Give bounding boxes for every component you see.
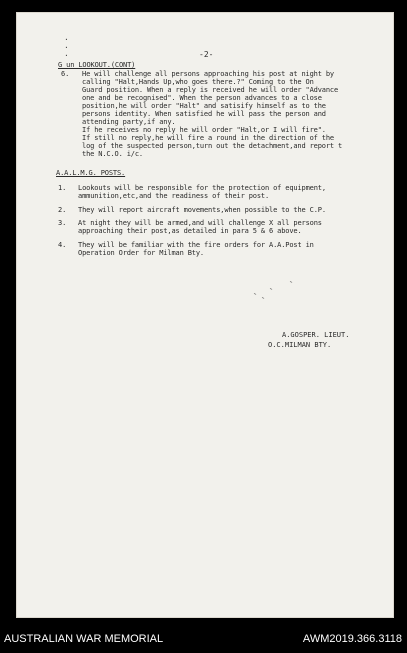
page-number: -2- xyxy=(199,50,214,59)
archive-footer xyxy=(0,627,407,653)
document-page xyxy=(16,12,394,618)
section-heading-gun-lookout: G un LOOKOUT.(CONT) xyxy=(58,61,136,69)
section1-paragraph xyxy=(82,70,342,158)
text-line: calling "Halt,Hands Up,who goes there.?" Coming to the On xyxy=(82,78,314,86)
item-number: 2. xyxy=(58,206,67,214)
list-item xyxy=(78,241,314,257)
punch-mark: · xyxy=(64,43,69,52)
text-line: They will be familiar with the fire orders for A.A.Post in xyxy=(78,241,314,249)
text-line: Lookouts will be responsible for the protection of equipment, xyxy=(78,184,326,192)
text-line: attending party,if any. xyxy=(82,118,176,126)
pencil-mark: ‵ xyxy=(259,295,271,308)
punch-mark: · xyxy=(64,35,69,44)
item-number: 4. xyxy=(58,241,67,249)
text-line: If still no reply,he will fire a round in the direction of the xyxy=(82,134,334,142)
pencil-mark: ‵ xyxy=(267,286,279,299)
punch-marks xyxy=(64,36,69,60)
text-line: persons identity. When satisfied he will pass the person and xyxy=(82,110,326,118)
pencil-mark: ‵ xyxy=(287,279,299,292)
text-line: At night they will be armed,and will challenge X all persons xyxy=(78,219,322,227)
list-item xyxy=(78,184,326,200)
text-line: He will challenge all persons approaching his post at night by xyxy=(82,70,334,78)
footer-institution: AUSTRALIAN WAR MEMORIAL xyxy=(4,633,164,645)
item-number: 1. xyxy=(58,184,67,192)
signature-block xyxy=(268,330,349,350)
text-line: approaching their post,as detailed in para 5 & 6 above. xyxy=(78,227,302,235)
text-line: log of the suspected person,turn out the detachment,and report t xyxy=(82,142,343,150)
signature-name: A.GOSPER. LIEUT. xyxy=(282,331,350,339)
footer-accession-number: AWM2019.366.3118 xyxy=(302,633,402,645)
text-line: Guard position. When a reply is received he will order "Advance xyxy=(82,86,339,94)
text-line: ammunition,etc,and the readiness of their post. xyxy=(78,192,270,200)
punch-mark: · xyxy=(64,51,69,60)
list-item xyxy=(78,219,322,235)
text-line: They will report aircraft movements,when possible to the C.P. xyxy=(78,206,326,214)
pencil-mark: ‵ xyxy=(251,291,263,304)
list-item xyxy=(78,206,326,214)
text-line: If he receives no reply he will order "Halt,or I will fire". xyxy=(82,126,326,134)
text-line: position,he will order "Halt" and satisify himself as to the xyxy=(82,102,326,110)
text-line: Operation Order for Milman Bty. xyxy=(78,249,204,257)
section-heading-aalmg-posts: A.A.L.M.G. POSTS. xyxy=(56,169,126,177)
item-number: 6. xyxy=(61,70,70,78)
text-line: one and be recognised". When the person advances to a close xyxy=(82,94,322,102)
text-line: the N.C.O. i/c. xyxy=(82,150,143,158)
item-number: 3. xyxy=(58,219,67,227)
signature-title: O.C.MILMAN BTY. xyxy=(268,341,332,349)
